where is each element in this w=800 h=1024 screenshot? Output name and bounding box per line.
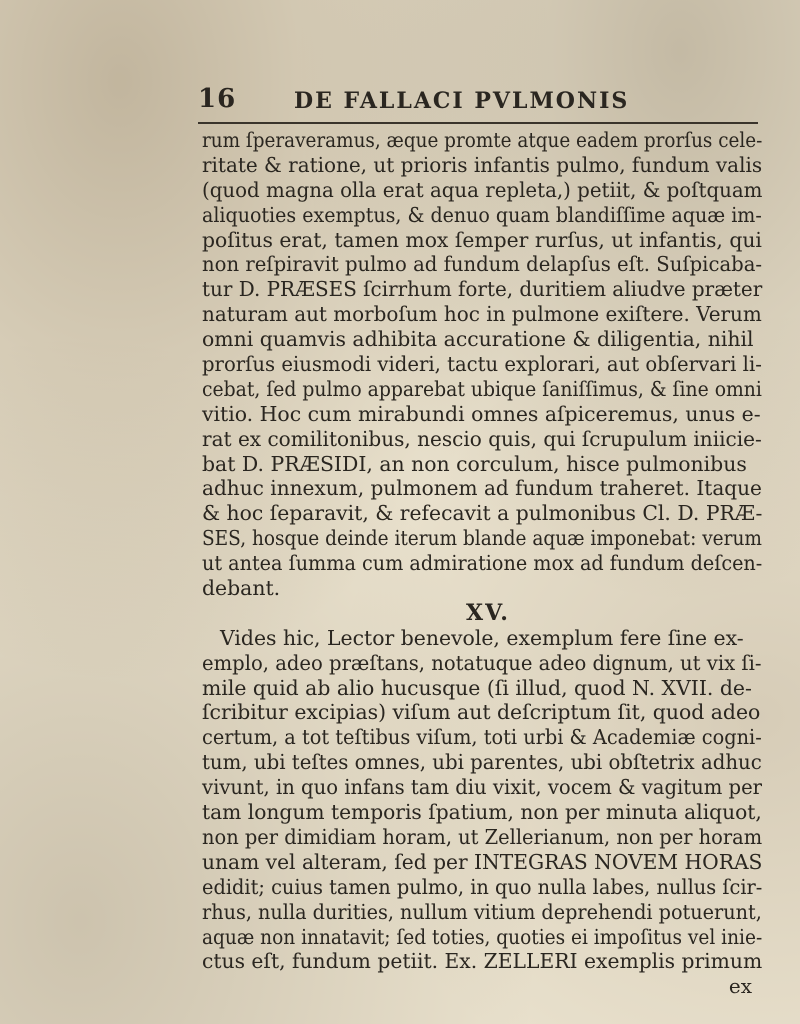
text-line: certum, a tot teſtibus viſum, toti urbi & Academiæ cogni- [202,725,762,750]
text-line: emplo, adeo præſtans, notatuque adeo dignum, ut vix ſi- [202,650,762,675]
text-line: Vides hic, Lector benevole, exemplum fere ſine ex- [220,625,744,650]
text-line: omni quamvis adhibita accuratione & diligentia, nihil [202,327,754,352]
text-line: debant. [202,576,281,601]
text-line: non per dimidiam horam, ut Zellerianum, non per horam [202,824,763,849]
catchword: ex [728,974,752,999]
text-line: (quod magna olla erat aqua repleta,) petiit, & poſtquam [202,177,763,202]
text-line: SES, hosque deinde iterum blande aquæ imponebat: verum [202,526,762,551]
text-line: mile quid ab alio hucusque (ſi illud, quod N. XVII. de- [202,675,752,700]
text-line: vitio. Hoc cum mirabundi omnes aſpiceremus, unus e- [202,401,761,426]
text-line: ctus eſt, fundum petiit. Ex. ZELLERI exemplis primum [202,949,763,974]
text-line: naturam aut morboſum hoc in pulmone exiſtere. Verum [202,302,762,327]
text-line: ut antea ſumma cum admiratione mox ad fundum deſcen- [202,551,763,576]
text-line: rum ſperaveramus, æque promte atque eadem prorſus cele- [202,128,763,152]
page-body [202,128,774,999]
text-line: vivunt, in quo infans tam diu vixit, vocem & vagitum per [202,775,763,800]
text-line: & hoc ſeparavit, & refecavit a pulmonibus Cl. D. PRÆ- [202,501,763,526]
text-line: edidit; cuius tamen pulmo, in quo nulla labes, nullus ſcir- [202,874,763,899]
text-line: cebat, ſed pulmo apparebat ubique ſaniſſimus, & ſine omni [202,376,762,401]
text-line: tam longum temporis ſpatium, non per minuta aliquot, [202,800,762,825]
text-line: ſcribitur excipias) viſum aut deſcriptum ſit, quod adeo [202,700,761,725]
page-header [198,84,758,120]
text-line: aliquoties exemptus, & denuo quam blandiſſime aquæ im- [202,202,762,227]
text-line: aquæ non innatavit; ſed toties, quoties ei impoſitus vel inie- [202,924,763,949]
text-line: bat D. PRÆSIDI, an non corculum, hisce pulmonibus [202,451,747,476]
section-number: XV. [466,599,510,626]
text-line: unam vel alteram, ſed per INTEGRAS NOVEM HORAS [202,849,763,874]
text-line: tur D. PRÆSES ſcirrhum forte, duritiem aliudve præter [202,277,763,302]
text-line: prorſus eiusmodi videri, tactu explorari, aut obſervari li- [202,352,762,377]
paragraph-2 [202,626,774,974]
text-line: rat ex comilitonibus, nescio quis, qui ſcrupulum iniicie- [202,426,762,451]
text-line: adhuc innexum, pulmonem ad fundum traheret. Itaque [202,476,762,501]
text-line: tum, ubi teſtes omnes, ubi parentes, ubi obſtetrix adhuc [202,750,762,775]
text-line: non reſpiravit pulmo ad fundum delapſus eſt. Suſpicaba- [202,252,763,277]
paragraph-1 [202,128,774,601]
running-head: DE FALLACI PVLMONIS [294,88,630,114]
header-rule [198,122,758,124]
text-line: poſitus erat, tamen mox ſemper rurſus, ut infantis, qui [202,227,762,252]
page-number: 16 [198,84,237,114]
text-line: rhus, nulla durities, nullum vitium deprehendi potuerunt, [202,899,762,924]
text-line: ritate & ratione, ut prioris infantis pulmo, fundum valis [202,152,763,177]
